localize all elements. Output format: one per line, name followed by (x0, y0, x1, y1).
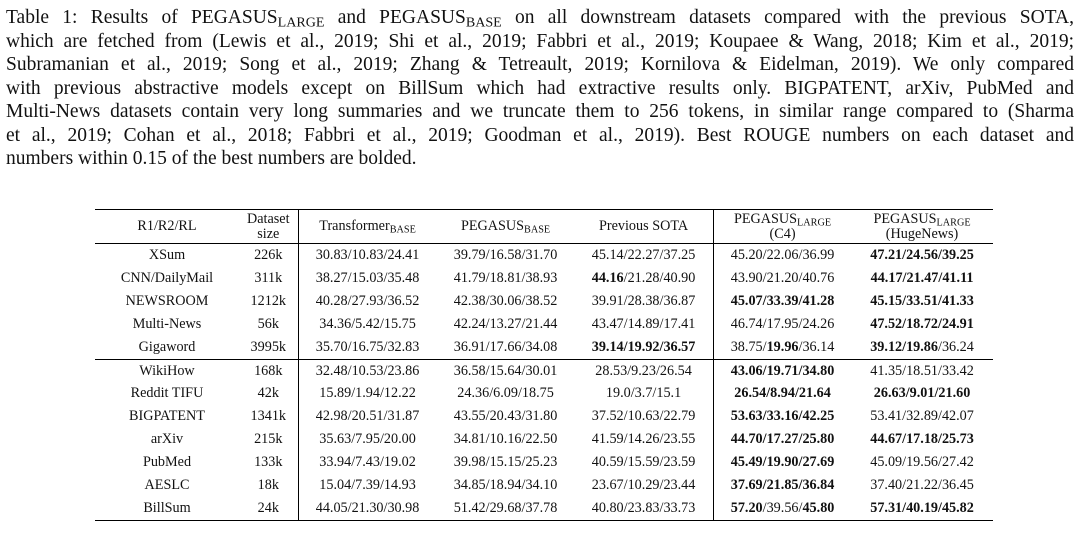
hugenews-score: 37.40/21.22/36.45 (870, 477, 974, 494)
caption-line-3: Subramanian et al., 2019; Song et al., 2019; Zhang & Tetreault, 2019; Kornilova & Eidelman, 2019). We only compared (6, 54, 1074, 75)
pegasus-base-score: 36.91/17.66/34.08 (453, 338, 558, 355)
caption-line-4: with previous abstractive models except on BillSum which had extractive results only. BIGPATENT, arXiv, PubMed and (6, 77, 1074, 99)
transformer-score: 34.36/5.42/15.75 (319, 315, 416, 332)
c4-score: 45.07/33.39/41.28 (730, 292, 835, 309)
pegasus-base-score: 42.24/13.27/21.44 (453, 315, 558, 332)
hugenews-score: 44.17/21.47/41.11 (870, 269, 974, 286)
sota-score: 40.59/15.59/23.59 (575, 451, 714, 474)
c4-score: 44.70/17.27/25.80 (730, 431, 835, 448)
dataset-name: BIGPATENT (129, 408, 205, 425)
sota-score: 39.14/19.92/36.57 (575, 336, 714, 359)
transformer-score: 15.89/1.94/12.22 (319, 385, 416, 402)
table-row (95, 267, 993, 290)
c4-score: 43.06/19.71/34.80 (730, 362, 835, 379)
dataset-name: Gigaword (138, 338, 196, 355)
dataset-size: 42k (239, 382, 298, 405)
header-pegasus-large-c4: $PEGASUS_{LARGE}$ (C4) (733, 210, 832, 242)
sota-score: 28.53/9.23/26.54 (575, 359, 714, 382)
table-row (95, 244, 993, 267)
hugenews-score: 44.67/17.18/25.73 (870, 431, 974, 448)
c4-score: 26.54/8.94/21.64 (734, 385, 831, 402)
transformer-score: 32.48/10.53/23.86 (315, 362, 420, 379)
header-dataset-size: Dataset size (239, 210, 298, 244)
hugenews-score: 47.21/24.56/39.25 (870, 247, 974, 263)
c4-score: 43.90/21.20/40.76 (730, 269, 835, 286)
results-table-wrapper (95, 209, 993, 521)
header-transformer-base: Transformer$_{BASE}$ (319, 218, 416, 236)
table-row (95, 497, 993, 520)
dataset-name: XSum (148, 247, 186, 263)
hugenews-score: 45.15/33.51/41.33 (870, 292, 974, 309)
pegasus-base-score: 39.79/16.58/31.70 (453, 247, 558, 263)
sota-score: 41.59/14.26/23.55 (575, 428, 714, 451)
hugenews-score: 39.12/19.86/36.24 (870, 338, 974, 355)
header-previous-sota: Previous SOTA (575, 210, 714, 244)
table-row (95, 428, 993, 451)
hugenews-score: 57.31/40.19/45.82 (870, 499, 974, 516)
dataset-size: 3995k (239, 336, 298, 359)
dataset-name: AESLC (144, 477, 190, 494)
dataset-size: 24k (239, 497, 298, 520)
sota-score: 23.67/10.29/23.44 (575, 474, 714, 497)
sota-score: 37.52/10.63/22.79 (575, 405, 714, 428)
hugenews-score: 53.41/32.89/42.07 (870, 408, 974, 425)
pegasus-base-score: 36.58/15.64/30.01 (453, 362, 558, 379)
dataset-name: WikiHow (139, 362, 195, 379)
pegasus-base-score: 41.79/18.81/38.93 (453, 269, 558, 286)
dataset-size: 311k (239, 267, 298, 290)
transformer-score: 15.04/7.39/14.93 (319, 477, 416, 494)
caption-line-2: which are fetched from (Lewis et al., 2019; Shi et al., 2019; Fabbri et al., 2019; Koupaee & Wang, 2018; Kim et al., 2019; (6, 30, 1074, 52)
pegasus-base-score: 34.85/18.94/34.10 (453, 477, 558, 494)
sota-score: 40.80/23.83/33.73 (575, 497, 714, 520)
sota-score: 19.0/3.7/15.1 (575, 382, 714, 405)
dataset-size: 133k (239, 451, 298, 474)
transformer-score: 40.28/27.93/36.52 (315, 292, 420, 309)
transformer-score: 42.98/20.51/31.87 (315, 408, 420, 425)
dataset-name: NEWSROOM (125, 292, 209, 309)
dataset-size: 1341k (239, 405, 298, 428)
table-row (95, 382, 993, 405)
table-row (95, 290, 993, 313)
transformer-score: 33.94/7.43/19.02 (319, 454, 416, 471)
pegasus-base-score: 39.98/15.15/25.23 (453, 454, 558, 471)
dataset-name: arXiv (150, 431, 184, 448)
table-row (95, 313, 993, 336)
dataset-name: CNN/DailyMail (120, 269, 214, 286)
dataset-name: BillSum (143, 499, 191, 516)
caption-line-5: Multi-News datasets contain very long summaries and we truncate them to 256 tokens, in similar range compared to (Sharma (6, 101, 1074, 122)
dataset-name: Reddit TIFU (130, 385, 204, 402)
dataset-name: PubMed (142, 454, 192, 471)
sota-score: 45.14/22.27/37.25 (575, 244, 714, 267)
c4-score: 46.74/17.95/24.26 (730, 315, 835, 332)
transformer-score: 35.63/7.95/20.00 (319, 431, 416, 448)
pegasus-base-score: 42.38/30.06/38.52 (453, 292, 558, 309)
c4-score: 57.20/39.56/45.80 (730, 499, 835, 516)
header-pegasus-base: $PEGASUS_{BASE}$ (460, 218, 551, 236)
c4-score: 53.63/33.16/42.25 (730, 408, 835, 425)
caption-line-7: numbers within 0.15 of the best numbers are bolded. (6, 148, 417, 169)
table-row (95, 451, 993, 474)
header-metric: R1/R2/RL (137, 218, 197, 234)
dataset-size: 215k (239, 428, 298, 451)
pegasus-base-score: 34.81/10.16/22.50 (453, 431, 558, 448)
table-caption (6, 6, 1074, 171)
transformer-score: 44.05/21.30/30.98 (315, 499, 420, 516)
sota-score: 43.47/14.89/17.41 (575, 313, 714, 336)
hugenews-score: 47.52/18.72/24.91 (870, 315, 974, 332)
sota-score: 39.91/28.38/36.87 (575, 290, 714, 313)
pegasus-base-score: 43.55/20.43/31.80 (453, 408, 558, 425)
table-row (95, 405, 993, 428)
hugenews-score: 41.35/18.51/33.42 (870, 362, 974, 379)
caption-line-6: et al., 2019; Cohan et al., 2018; Fabbri et al., 2019; Goodman et al., 2019). Best ROUGE numbers on each dataset and (6, 124, 1074, 146)
table-row (95, 359, 993, 382)
table-row (95, 336, 993, 359)
transformer-score: 35.70/16.75/32.83 (315, 338, 420, 355)
dataset-size: 1212k (239, 290, 298, 313)
c4-score: 38.75/19.96/36.14 (730, 338, 835, 355)
table-header-row (95, 210, 993, 244)
hugenews-score: 26.63/9.01/21.60 (873, 385, 971, 402)
transformer-score: 38.27/15.03/35.48 (315, 269, 420, 286)
dataset-size: 168k (239, 359, 298, 382)
dataset-size: 18k (239, 474, 298, 497)
c4-score: 45.20/22.06/36.99 (730, 247, 835, 263)
pegasus-base-score: 51.42/29.68/37.78 (453, 499, 558, 516)
caption-line-1: Table 1: Results of $PEGASUS_{LARGE}$ and $PEGASUS_{BASE}$ on all downstream datasets compared with the previous SOTA, (6, 7, 1074, 31)
header-pegasus-large-hugenews: $PEGASUS_{LARGE}$ (HugeNews) (873, 210, 971, 242)
pegasus-base-score: 24.36/6.09/18.75 (457, 385, 554, 402)
results-table (95, 209, 993, 521)
c4-score: 45.49/19.90/27.69 (730, 454, 835, 471)
table-row (95, 474, 993, 497)
dataset-name: Multi-News (132, 315, 202, 332)
dataset-size: 56k (239, 313, 298, 336)
transformer-score: 30.83/10.83/24.41 (315, 247, 420, 263)
c4-score: 37.69/21.85/36.84 (730, 477, 835, 494)
sota-score: 44.16/21.28/40.90 (575, 267, 714, 290)
dataset-size: 226k (239, 244, 298, 267)
hugenews-score: 45.09/19.56/27.42 (870, 454, 974, 471)
